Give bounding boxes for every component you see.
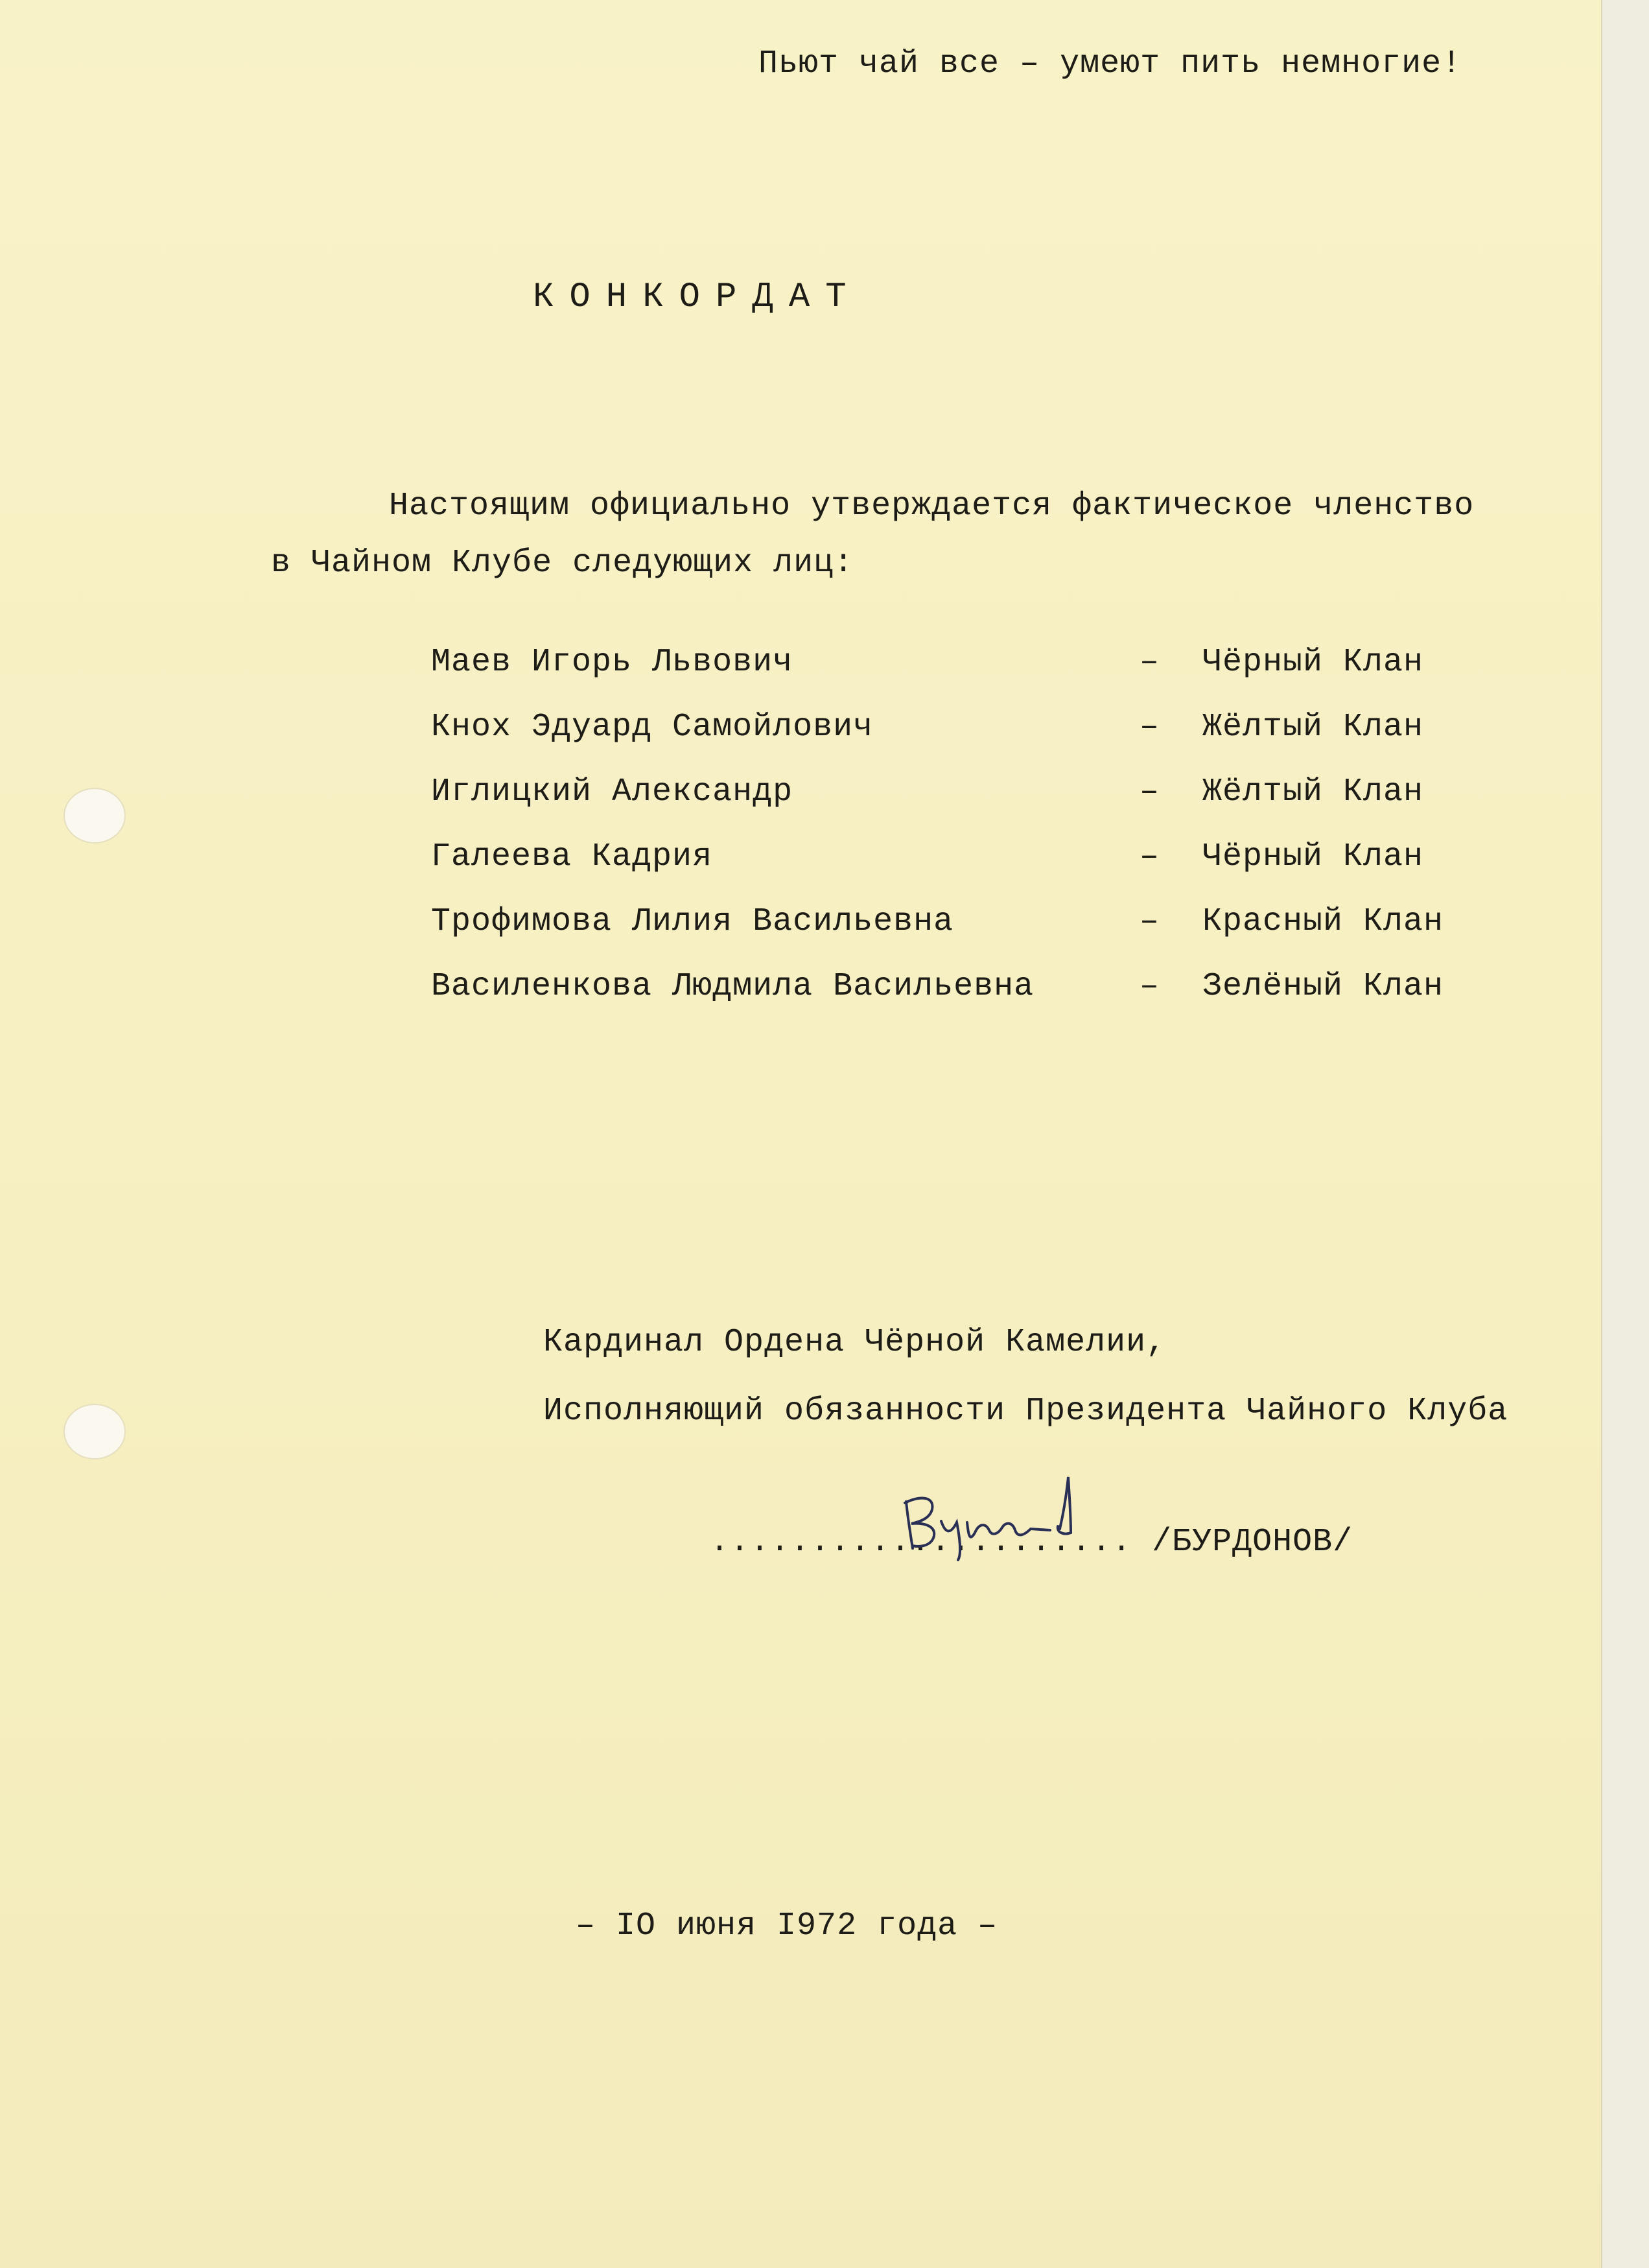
signatory-position: Исполняющий обязанности Президента Чайного Клуба bbox=[543, 1393, 1508, 1430]
member-clan: Жёлтый Клан bbox=[1202, 774, 1424, 810]
member-name: Трофимова Лилия Васильевна bbox=[431, 903, 954, 940]
member-clan: Жёлтый Клан bbox=[1202, 709, 1424, 746]
scan-background-edge bbox=[1601, 0, 1649, 2268]
member-dash: – bbox=[1140, 838, 1160, 875]
member-clan: Красный Клан bbox=[1202, 903, 1444, 940]
document-date: – IO июня I972 года – bbox=[576, 1908, 998, 1944]
member-name: Иглицкий Александр bbox=[431, 774, 793, 810]
member-clan: Зелёный Клан bbox=[1202, 968, 1444, 1005]
member-dash: – bbox=[1140, 709, 1160, 746]
intro-line-1: Настоящим официально утверждается фактическое членство bbox=[389, 488, 1475, 525]
signatory-title: Кардинал Ордена Чёрной Камелии, bbox=[543, 1324, 1167, 1361]
handwritten-signature bbox=[895, 1471, 1108, 1561]
member-clan: Чёрный Клан bbox=[1202, 838, 1424, 875]
motto: Пьют чай все – умеют пить немногие! bbox=[758, 45, 1462, 82]
document-title: КОНКОРДАТ bbox=[533, 278, 862, 317]
intro-line-2: в Чайном Клубе следующих лиц: bbox=[271, 545, 854, 582]
member-dash: – bbox=[1140, 903, 1160, 940]
member-dash: – bbox=[1140, 644, 1160, 681]
member-name: Кнох Эдуард Самойлович bbox=[431, 709, 874, 746]
member-name: Василенкова Людмила Васильевна bbox=[431, 968, 1035, 1005]
punch-hole-bottom bbox=[64, 1404, 126, 1459]
member-clan: Чёрный Клан bbox=[1202, 644, 1424, 681]
punch-hole-top bbox=[64, 788, 126, 844]
member-dash: – bbox=[1140, 968, 1160, 1005]
member-name: Маев Игорь Львович bbox=[431, 644, 793, 681]
signature-line: ..................... /БУРДОНОВ/ bbox=[710, 1524, 1353, 1561]
member-dash: – bbox=[1140, 774, 1160, 810]
member-name: Галеева Кадрия bbox=[431, 838, 713, 875]
